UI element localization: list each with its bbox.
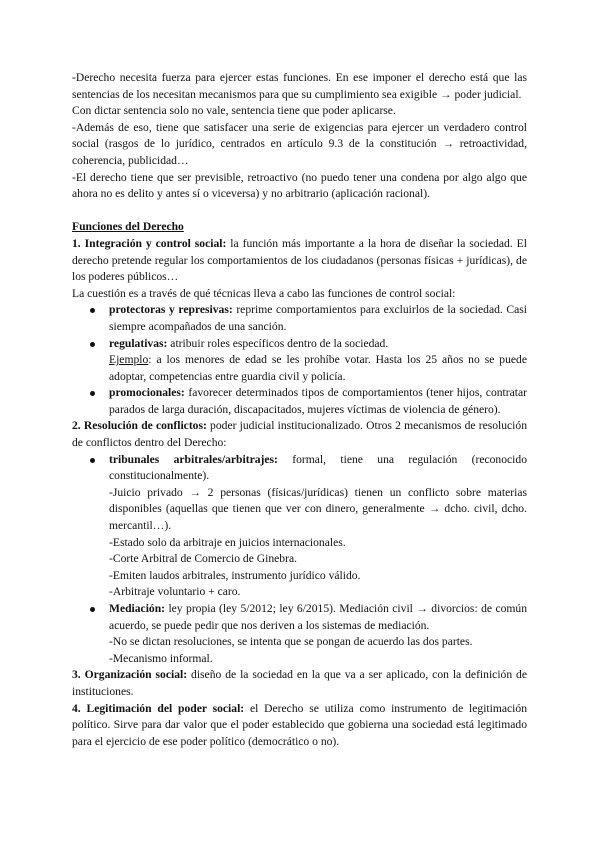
list-item [72,302,527,335]
function-3-text: diseño de la sociedad en la que va a ser aplicado, con la definición de instituciones. [72,668,528,698]
bullet-text: formal, tiene una regulación (reconocido constitucionalmente). [109,452,527,483]
intro-paragraph-1: -Derecho necesita fuerza para ejercer estas funciones. En ese imponer el derecho está que las sentencias de los necesitan mecanismos para que su cumplimiento sea exigible → poder judicial. [72,71,527,101]
spacer [72,203,527,220]
bullet-heading: protectoras y represivas: [109,303,233,317]
function-1-paragraph [72,236,527,286]
sub-line: -Estado solo da arbitraje en juicios internacionales. [109,535,346,549]
function-1-text: la función más importante a la hora de diseñar la sociedad. El derecho pretende regular los comportamientos de los ciudadanos (personas físicas + jurídicas), de los poderes públicos… [72,236,527,284]
intro-paragraph-4: -El derecho tiene que ser previsible, retroactivo (no puedo tener una condena por algo algo que ahora no es delito y antes sí o viceversa) y no arbitrario (aplicación racional). [72,170,527,201]
function-2-paragraph [72,418,527,451]
bullet-icon [90,607,95,612]
function-1-question: La cuestión es a través de qué técnicas lleva a cabo las funciones de control social: [72,286,456,300]
list-item [72,452,527,601]
sub-line: -Corte Arbitral de Comercio de Ginebra. [109,552,298,566]
bullet-icon [90,308,95,313]
bullet-heading: tribunales arbitrales/arbitrajes: [109,452,278,466]
document-page [72,70,527,750]
example-text: : a los menores de edad se les prohíbe votar. Hasta los 25 años no se puede adoptar, competencias entre guardia civil y policía. [109,353,527,383]
example-label: Ejemplo [109,353,149,367]
sub-line: -Juicio privado → 2 personas (físicas/jurídicas) tienen un conflicto sobre materias disponibles (aquellas que tienen que ver con dinero, generalmente → dcho. civil, dcho. mercantil…). [109,485,527,533]
bullet-text: atribuir roles específicos dentro de la sociedad. [167,336,389,350]
section-title: Funciones del Derecho [72,220,184,234]
function-4-heading: 4. Legitimación del poder social: [72,701,245,715]
list-item [72,601,527,667]
function-4-text: el Derecho se utiliza como instrumento de legitimación político. Sirve para dar valor que el poder establecido que gobierna una sociedad está legitimado para el ejercicio de ese poder político (democrático o no). [72,701,527,748]
bullet-heading: regulativas: [109,336,168,350]
sub-line: -Emiten laudos arbitrales, instrumento jurídico válido. [109,568,361,582]
bullet-icon [90,342,95,347]
function-3-heading: 3. Organización social: [72,668,188,682]
bullet-text: reprime comportamientos para excluirlos de la sociedad. Casi siempre acompañados de una sanción. [109,303,528,333]
sub-line: -Mecanismo informal. [109,651,213,665]
function-1-list [72,302,527,418]
bullet-text: ley propia (ley 5/2012; ley 6/2015). Mediación civil → divorcios: de común acuerdo, se puede pedir que nos deriven a los sistemas de mediación. [109,602,527,632]
list-item [72,336,527,386]
function-2-heading: 2. Resolución de conflictos: [72,419,207,433]
bullet-icon [90,458,95,463]
intro-paragraph-2: Con dictar sentencia solo no vale, sentencia tiene que poder aplicarse. [72,104,396,118]
function-2-list [72,452,527,668]
list-item [72,385,527,418]
function-1-heading: 1. Integración y control social: [72,236,227,250]
bullet-text: favorecer determinados tipos de comportamientos (tener hijos, contratar parados de larga duración, discapacitados, mujeres víctimas de violencia de género). [109,386,527,416]
bullet-heading: Mediación: [109,602,166,615]
bullet-icon [90,391,95,396]
function-3-paragraph [72,667,527,700]
function-4-paragraph [72,701,527,751]
sub-line: -Arbitraje voluntario + caro. [109,585,241,599]
function-2-text: poder judicial institucionalizado. Otros 2 mecanismos de resolución de conflictos dentro del Derecho: [72,419,527,450]
bullet-heading: promocionales: [109,386,185,400]
sub-line: -No se dictan resoluciones, se intenta que se pongan de acuerdo las dos partes. [109,635,473,649]
intro-paragraph-3: -Además de eso, tiene que satisfacer una serie de exigencias para ejercer un verdadero control social (rasgos de lo jurídico, centrados en artículo 9.3 de la constitución → retroactividad, coherencia, publicidad… [72,120,527,167]
